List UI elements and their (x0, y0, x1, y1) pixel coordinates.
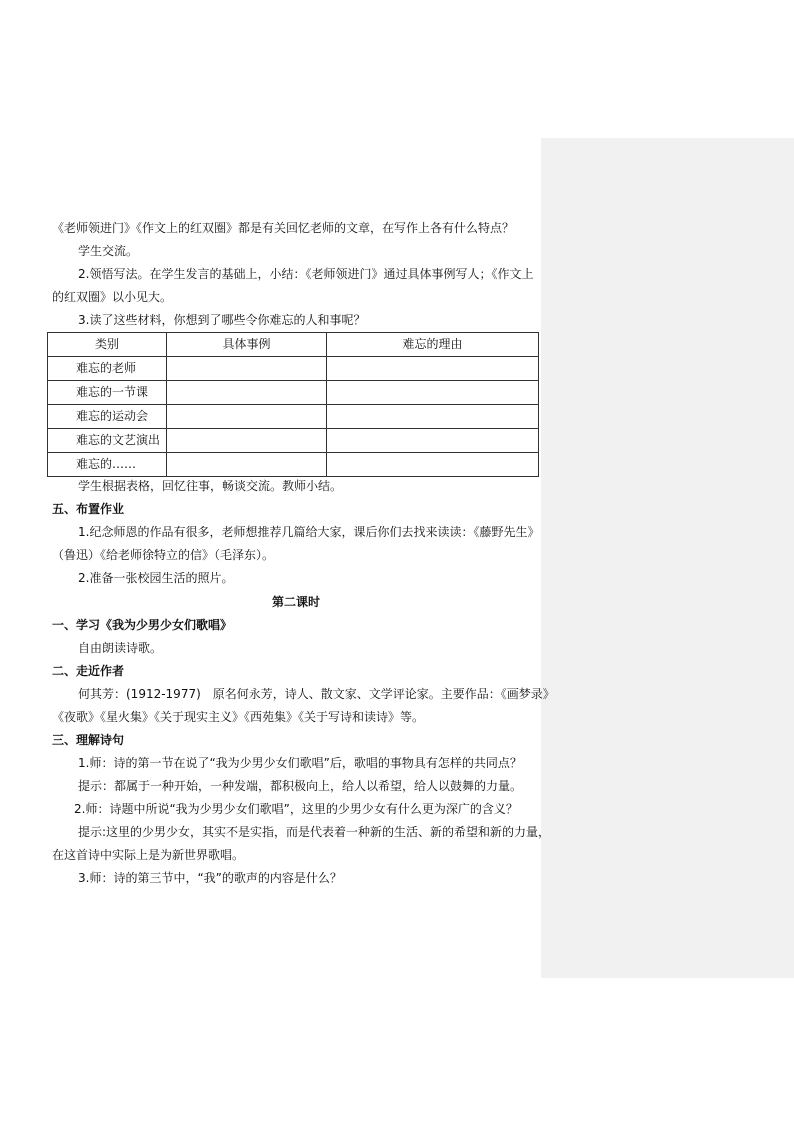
table-header-cell: 具体事例 (167, 333, 327, 357)
table-cell: 难忘的老师 (48, 357, 167, 381)
table-cell (167, 453, 327, 477)
paragraph-line: 提示:这里的少男少女，其实不是实指，而是代表着一种新的生活、新的希望和新的力量， (78, 825, 551, 839)
paragraph-line: 3.师：诗的第三节中，“我”的歌声的内容是什么？ (78, 871, 342, 885)
table-cell (327, 405, 539, 429)
paragraph-line: 在这首诗中实际上是为新世界歌唱。 (52, 848, 245, 862)
paragraph-line: 2.师：诗题中所说“我为少男少女们歌唱”，这里的少男少女有什么更为深广的含义？ (74, 802, 518, 816)
table-cell (167, 405, 327, 429)
table-row (48, 453, 539, 477)
table-header-row (48, 333, 539, 357)
table-row (48, 381, 539, 405)
table-cell: 难忘的运动会 (48, 405, 167, 429)
section-heading: 二、走近作者 (52, 664, 125, 678)
paragraph-line: 2.准备一张校园生活的照片。 (78, 571, 234, 585)
table-row (48, 405, 539, 429)
table-cell: 难忘的一节课 (48, 381, 167, 405)
table-cell (327, 453, 539, 477)
paragraph-line: 提示：都属于一种开始，一种发端，都积极向上，给人以希望，给人以鼓舞的力量。 (78, 779, 523, 793)
paragraph-line: （鲁迅）《给老师徐特立的信》（毛泽东）。 (52, 548, 275, 562)
lesson-title: 第二课时 (271, 595, 320, 609)
table-row (48, 357, 539, 381)
comment-pane (541, 138, 794, 978)
table-cell (327, 381, 539, 405)
section-heading: 三、理解诗句 (52, 733, 125, 747)
paragraph-line: 1.纪念师恩的作品有很多，老师想推荐几篇给大家，课后你们去找来读读：《藤野先生》 (78, 525, 540, 539)
section-heading: 五、布置作业 (52, 502, 125, 516)
table-cell: 难忘的文艺演出 (48, 429, 167, 453)
table-cell (327, 429, 539, 453)
paragraph-line: 何其芳：(1912-1977) 原名何永芳，诗人、散文家、文学评论家。主要作品：《画梦录》 (78, 687, 555, 701)
table-cell (327, 357, 539, 381)
paragraph-line: 的红双圈》以小见大。 (52, 290, 173, 304)
table-row (48, 429, 539, 453)
table-cell (167, 429, 327, 453)
table-header-cell: 难忘的理由 (327, 333, 539, 357)
paragraph-line: 《夜歌》《星火集》《关于现实主义》《西苑集》《关于写诗和读诗》等。 (52, 710, 425, 724)
paragraph-line: 学生交流。 (78, 244, 139, 258)
table-cell (167, 381, 327, 405)
table-cell (167, 357, 327, 381)
table-header-cell: 类别 (48, 333, 167, 357)
paragraph-line: 学生根据表格，回忆往事，畅谈交流。教师小结。 (78, 479, 343, 493)
section-heading: 一、学习《我为少男少女们歌唱》 (52, 618, 233, 632)
paragraph-line: 2.领悟写法。在学生发言的基础上，小结：《老师领进门》通过具体事例写人；《作文上 (78, 267, 534, 281)
paragraph-line: 《老师领进门》《作文上的红双圈》都是有关回忆老师的文章，在写作上各有什么特点？ (52, 221, 515, 235)
table-cell: 难忘的…… (48, 453, 167, 477)
paragraph-line: 1.师：诗的第一节在说了“我为少男少女们歌唱”后，歌唱的事物具有怎样的共同点？ (78, 756, 522, 770)
paragraph-line: 3.读了这些材料，你想到了哪些令你难忘的人和事呢？ (78, 313, 366, 327)
paragraph-line: 自由朗读诗歌。 (78, 641, 163, 655)
memory-table (47, 332, 539, 477)
